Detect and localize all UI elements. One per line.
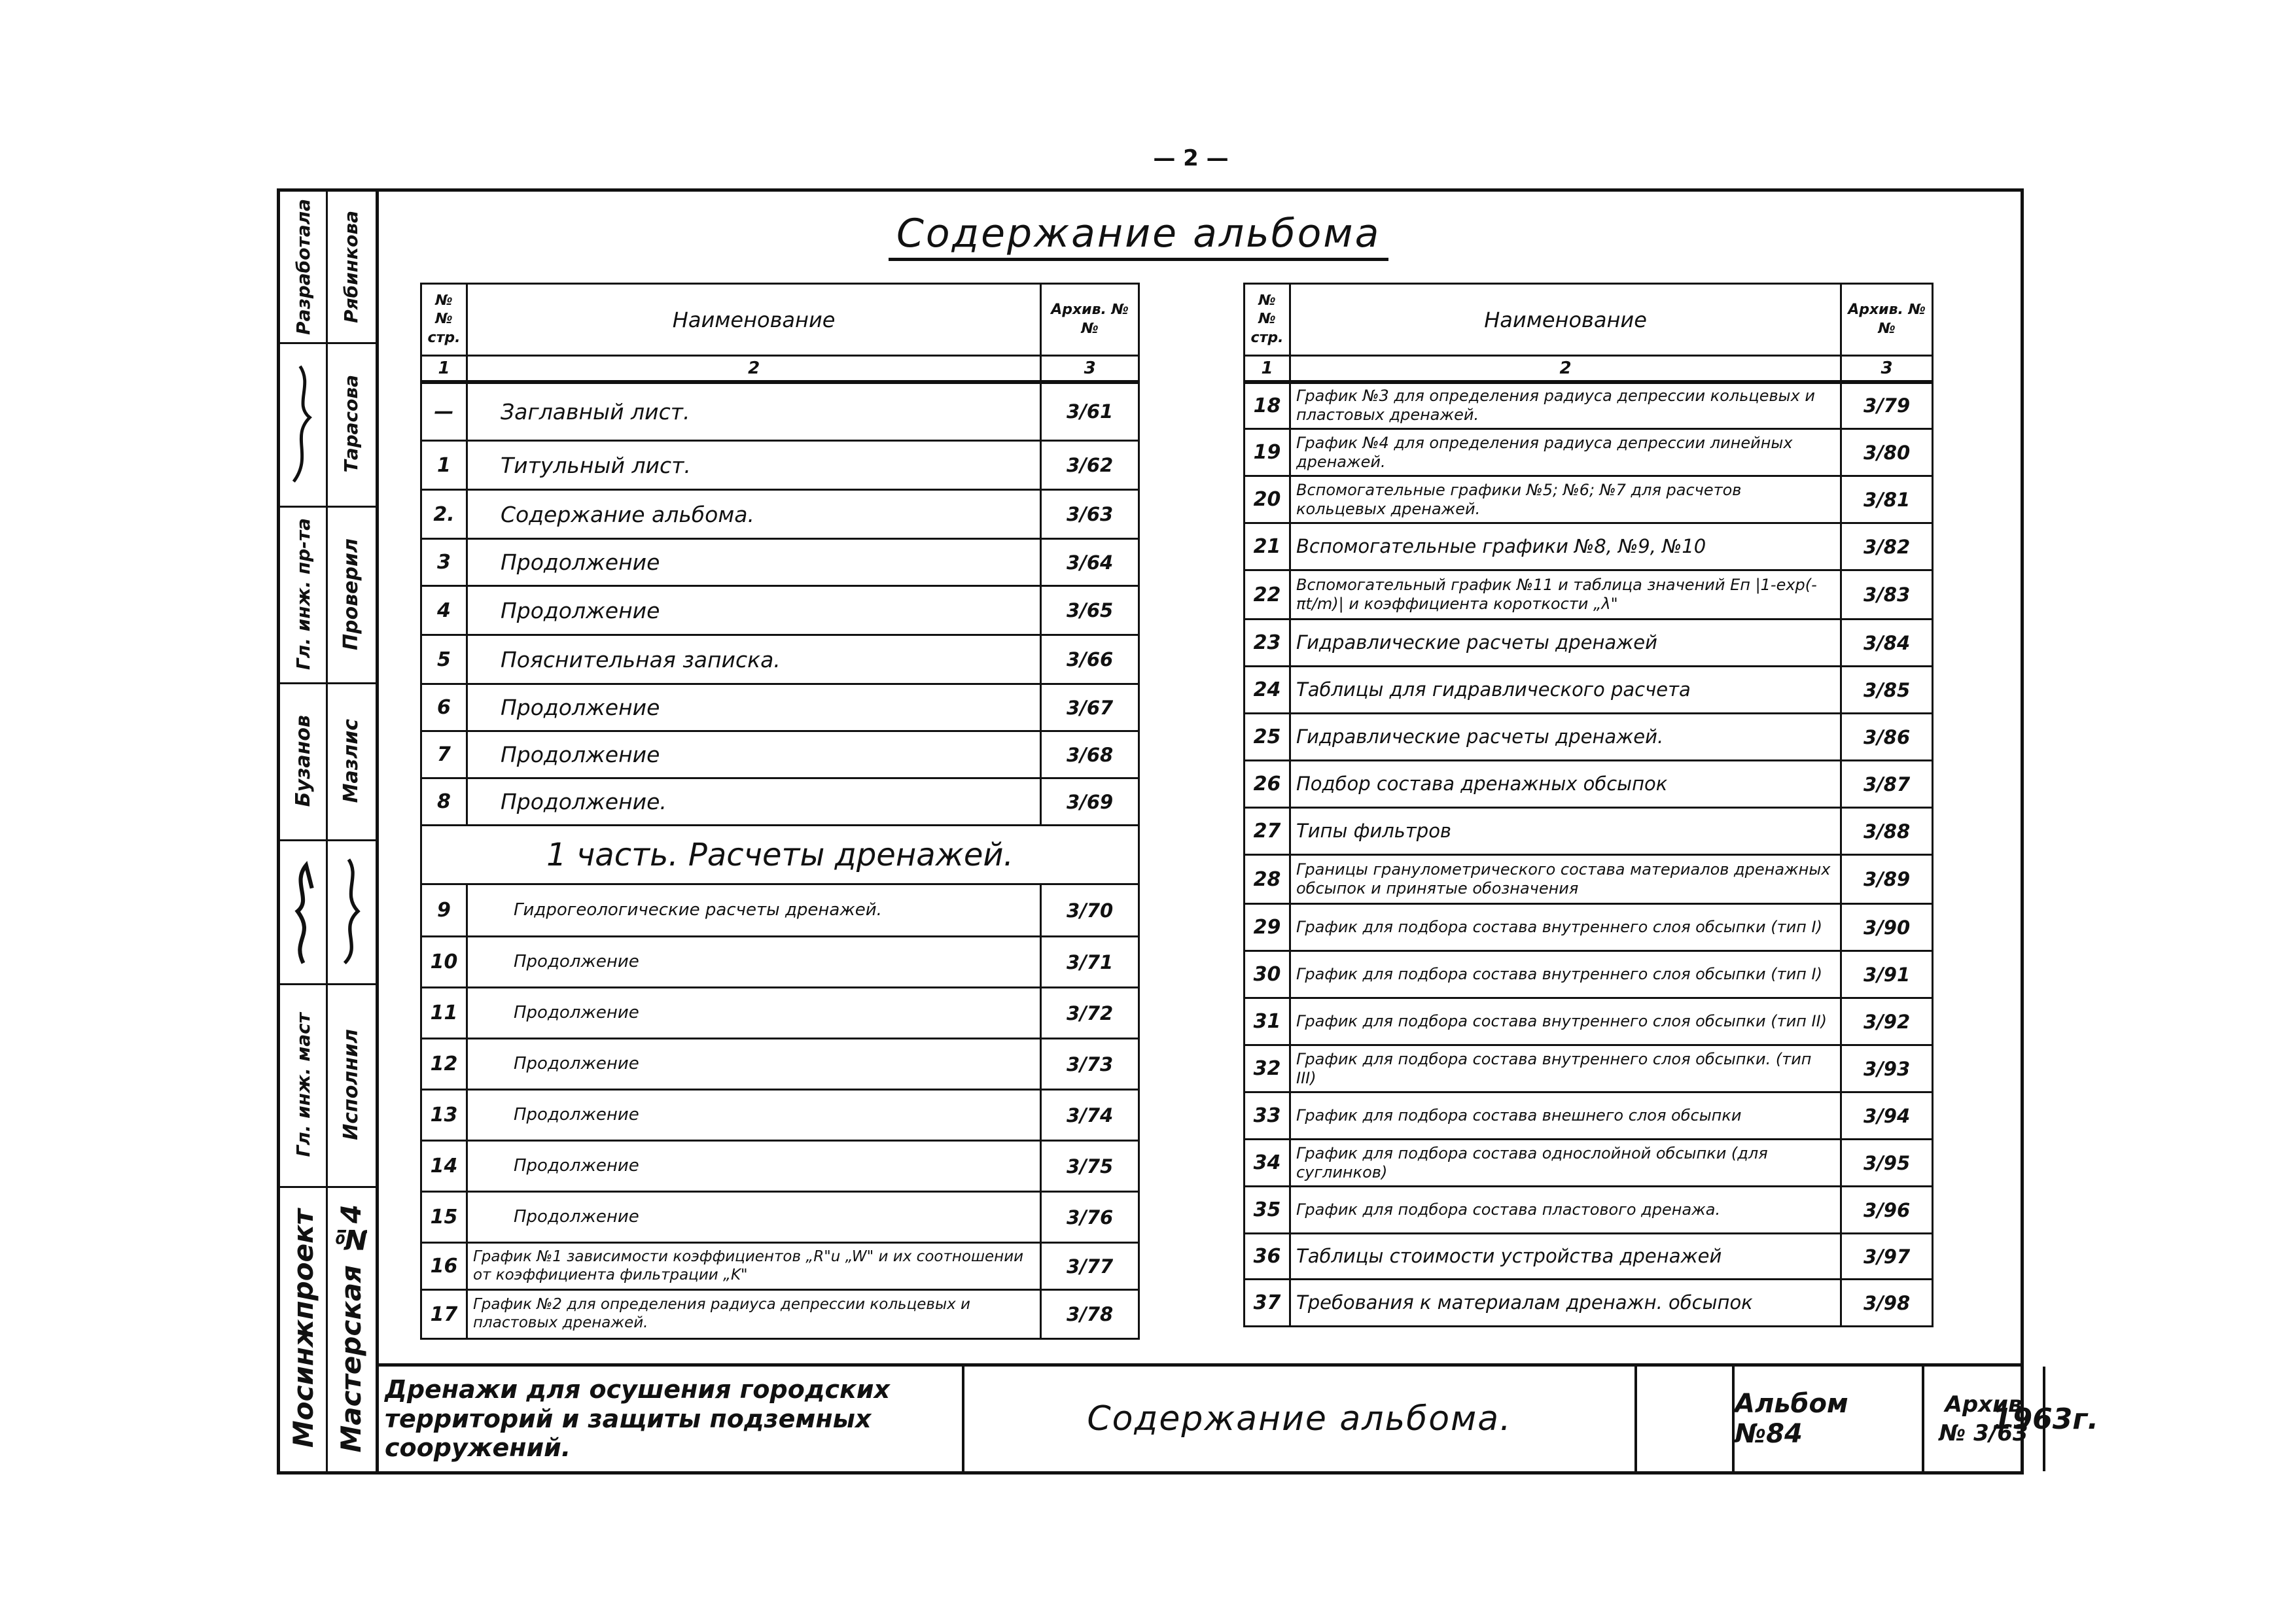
page-number-cell: 21 <box>1245 523 1290 570</box>
stamp-cell <box>280 1186 326 1471</box>
table-row <box>1245 1280 1933 1327</box>
archive-number-cell: 3/63 <box>1041 490 1139 539</box>
page-number-cell: 17 <box>421 1290 467 1339</box>
table-row <box>1245 855 1933 904</box>
item-name-cell: Продолжение <box>467 937 1040 988</box>
stamp-cell <box>326 839 376 985</box>
archive-number-cell: 3/67 <box>1041 684 1139 731</box>
item-name-cell: Требования к материалам дренажн. обсыпок <box>1290 1280 1841 1327</box>
item-name-cell: Продолжение <box>467 1141 1040 1192</box>
item-name-cell: График для подбора состава внутреннего слоя обсыпки. (тип III) <box>1290 1045 1841 1092</box>
page-number-cell: 24 <box>1245 667 1290 714</box>
item-name-cell: График для подбора состава однослойной обсыпки (для суглинков) <box>1290 1140 1841 1187</box>
contents-table-right <box>1243 283 1934 1327</box>
organization: Мосинжпроект <box>287 1209 319 1448</box>
item-name-cell: Заглавный лист. <box>467 382 1040 441</box>
item-name-cell: Продолжение <box>467 988 1040 1039</box>
item-name-cell: График №4 для определения радиуса депрессии линейных дренажей. <box>1290 429 1841 476</box>
stamp-cell <box>326 506 376 684</box>
column-index: 3 <box>1041 356 1139 382</box>
stamp-name: Мазлис <box>339 718 362 803</box>
stamp-role: Гл. инж. маст <box>292 1012 314 1157</box>
table-row <box>1245 714 1933 761</box>
archive-number-cell: 3/84 <box>1841 620 1933 667</box>
item-name-cell: График №3 для определения радиуса депрессии кольцевых и пластовых дренажей. <box>1290 382 1841 429</box>
page-number-cell: 18 <box>1245 382 1290 429</box>
item-name-cell: Вспомогательные графики №5; №6; №7 для расчетов кольцевых дренажей. <box>1290 476 1841 523</box>
stamp-cell <box>326 983 376 1188</box>
stamp-name: Проверил <box>339 538 362 650</box>
page-number-cell: 11 <box>421 988 467 1039</box>
archive-number-cell: 3/65 <box>1041 586 1139 635</box>
page-number-cell: — <box>421 382 467 441</box>
page-number-cell: 12 <box>421 1039 467 1090</box>
page-number-cell: 7 <box>421 731 467 778</box>
item-name-cell: Типы фильтров <box>1290 808 1841 855</box>
archive-number-cell: 3/88 <box>1841 808 1933 855</box>
archive-number-cell: 3/61 <box>1041 382 1139 441</box>
item-name-cell: Продолжение <box>467 1039 1040 1090</box>
item-name-cell: График для подбора состава внутреннего слоя обсыпки (тип I) <box>1290 904 1841 951</box>
page-number-cell: 2. <box>421 490 467 539</box>
archive-number-cell: 3/70 <box>1041 884 1139 937</box>
table-row <box>1245 1187 1933 1234</box>
item-name-cell: Таблицы стоимости устройства дренажей <box>1290 1234 1841 1280</box>
page-number-cell: 23 <box>1245 620 1290 667</box>
header-archive: Архив. №№ <box>1041 284 1139 356</box>
table-row <box>1245 1234 1933 1280</box>
item-name-cell: Продолжение <box>467 539 1040 586</box>
stamp-role: Бузанов <box>291 714 315 807</box>
page-number-cell: 25 <box>1245 714 1290 761</box>
header-name: Наименование <box>467 284 1040 356</box>
table-row <box>421 635 1139 684</box>
stamp-role: Разработала <box>292 199 314 335</box>
page-number-cell: 30 <box>1245 951 1290 998</box>
table-row <box>1245 904 1933 951</box>
stamp-cell <box>280 682 326 841</box>
page-number-cell: 26 <box>1245 761 1290 808</box>
item-name-cell: Гидравлические расчеты дренажей. <box>1290 714 1841 761</box>
page-number-cell: 5 <box>421 635 467 684</box>
item-name-cell: Продолжение <box>467 684 1040 731</box>
stamp-cell <box>326 1186 376 1471</box>
stamp-name: Тарасова <box>340 375 362 473</box>
stamp-column-roles <box>280 192 328 1471</box>
archive-number-cell: 3/78 <box>1041 1290 1139 1339</box>
page-number-cell: 31 <box>1245 998 1290 1045</box>
archive-number-cell: 3/98 <box>1841 1280 1933 1327</box>
page-number-cell: 14 <box>421 1141 467 1192</box>
item-name-cell: Содержание альбома. <box>467 490 1040 539</box>
table-row <box>1245 382 1933 429</box>
table-row <box>421 490 1139 539</box>
table-row <box>421 937 1139 988</box>
page-number-cell: 16 <box>421 1243 467 1290</box>
header-archive: Архив. №№ <box>1841 284 1933 356</box>
archive-number-cell: 3/85 <box>1841 667 1933 714</box>
archive-number-cell: 3/77 <box>1041 1243 1139 1290</box>
stamp-role: Гл. инж. пр-та <box>292 517 314 671</box>
table-row <box>421 1090 1139 1141</box>
signature-mark <box>287 358 319 489</box>
archive-number-cell: 3/71 <box>1041 937 1139 988</box>
archive-number-cell: 3/79 <box>1841 382 1933 429</box>
archive-number-cell: 3/93 <box>1841 1045 1933 1092</box>
page-number-cell: 15 <box>421 1192 467 1243</box>
table-row <box>1245 951 1933 998</box>
table-row <box>421 1290 1139 1339</box>
header-name: Наименование <box>1290 284 1841 356</box>
table-row <box>421 1243 1139 1290</box>
section-title: 1 часть. Расчеты дренажей. <box>421 826 1139 884</box>
album-number: Альбом №84 <box>1735 1367 1924 1471</box>
table-row <box>1245 1140 1933 1187</box>
header-page-number: №№ стр. <box>421 284 467 356</box>
archive-number-cell: 3/83 <box>1841 570 1933 620</box>
table-row <box>421 1141 1139 1192</box>
table-header-row <box>421 284 1139 356</box>
archive-number-cell: 3/97 <box>1841 1234 1933 1280</box>
stamp-cell <box>280 342 326 508</box>
archive-label: Архив <box>1945 1391 2022 1418</box>
column-index-row <box>421 356 1139 382</box>
archive-number-cell: 3/73 <box>1041 1039 1139 1090</box>
page-number-cell: 4 <box>421 586 467 635</box>
archive-number-cell: 3/95 <box>1841 1140 1933 1187</box>
archive-number-cell: 3/74 <box>1041 1090 1139 1141</box>
section-row <box>421 826 1139 884</box>
archive-number-cell: 3/64 <box>1041 539 1139 586</box>
item-name-cell: График №2 для определения радиуса депрессии кольцевых и пластовых дренажей. <box>467 1290 1040 1339</box>
table-row <box>1245 998 1933 1045</box>
table-row <box>1245 570 1933 620</box>
page-number-cell: 1 <box>421 441 467 490</box>
contents-table-left <box>420 283 1140 1340</box>
title-block: Дренажи для осушения городских территорий и защиты подземных сооружений. Содержание альбома. Альбом №84 Архив № 3/63 1963г. <box>376 1363 2021 1471</box>
item-name-cell: Пояснительная записка. <box>467 635 1040 684</box>
archive-number-cell: 3/66 <box>1041 635 1139 684</box>
signature-mark <box>333 854 368 969</box>
table-row <box>1245 761 1933 808</box>
item-name-cell: Таблицы для гидравлического расчета <box>1290 667 1841 714</box>
archive-number-cell: 3/82 <box>1841 523 1933 570</box>
column-index: 1 <box>421 356 467 382</box>
page-number-cell: 29 <box>1245 904 1290 951</box>
table-row <box>421 586 1139 635</box>
item-name-cell: Продолжение <box>467 586 1040 635</box>
archive-number-cell: 3/91 <box>1841 951 1933 998</box>
page-number-cell: 34 <box>1245 1140 1290 1187</box>
page-number-cell: 27 <box>1245 808 1290 855</box>
archive-number-cell: 3/92 <box>1841 998 1933 1045</box>
header-page-number: №№ стр. <box>1245 284 1290 356</box>
column-index: 2 <box>1290 356 1841 382</box>
item-name-cell: Продолжение <box>467 1192 1040 1243</box>
page-number: — 2 — <box>1153 145 1229 171</box>
item-name-cell: Гидравлические расчеты дренажей <box>1290 620 1841 667</box>
table-row <box>1245 429 1933 476</box>
stamp-cell <box>280 506 326 684</box>
archive-number-cell: 3/75 <box>1041 1141 1139 1192</box>
table-row <box>421 382 1139 441</box>
stamp-name: Рябинкова <box>340 211 362 323</box>
page-number-cell: 10 <box>421 937 467 988</box>
page-number-cell: 8 <box>421 778 467 826</box>
sheet-name: Содержание альбома. <box>964 1367 1637 1471</box>
table-row <box>1245 523 1933 570</box>
archive-number-cell: 3/62 <box>1041 441 1139 490</box>
item-name-cell: Вспомогательный график №11 и таблица значений Еп |1-exp(-πt/m)| и коэффициента короткости „λ" <box>1290 570 1841 620</box>
table-row <box>421 731 1139 778</box>
page-number-cell: 22 <box>1245 570 1290 620</box>
table-row <box>421 884 1139 937</box>
page-number-cell: 3 <box>421 539 467 586</box>
archive-number-cell: 3/94 <box>1841 1092 1933 1140</box>
table-header-row <box>1245 284 1933 356</box>
stamp-name: Исполнил <box>339 1029 362 1140</box>
title-block-empty-cell <box>1637 1367 1735 1471</box>
table-row <box>421 988 1139 1039</box>
item-name-cell: Титульный лист. <box>467 441 1040 490</box>
archive-number-cell: 3/72 <box>1041 988 1139 1039</box>
stamp-cell <box>326 682 376 841</box>
page-title: Содержание альбома <box>889 211 1388 261</box>
table-row <box>1245 667 1933 714</box>
project-description: Дренажи для осушения городских территорий и защиты подземных сооружений. <box>376 1367 964 1471</box>
page-number-cell: 35 <box>1245 1187 1290 1234</box>
stamp-cell <box>326 342 376 508</box>
column-index-row <box>1245 356 1933 382</box>
item-name-cell: Гидрогеологические расчеты дренажей. <box>467 884 1040 937</box>
item-name-cell: График для подбора состава внешнего слоя обсыпки <box>1290 1092 1841 1140</box>
table-row <box>421 778 1139 826</box>
table-row <box>1245 808 1933 855</box>
table-row <box>1245 1092 1933 1140</box>
item-name-cell: Границы гранулометрического состава материалов дренажных обсыпок и принятые обозначения <box>1290 855 1841 904</box>
page-number-cell: 13 <box>421 1090 467 1141</box>
page-number-cell: 28 <box>1245 855 1290 904</box>
table-row <box>421 1192 1139 1243</box>
table-row <box>421 441 1139 490</box>
item-name-cell: Продолжение <box>467 1090 1040 1141</box>
page-number-cell: 33 <box>1245 1092 1290 1140</box>
table-row <box>1245 476 1933 523</box>
page-number-cell: 6 <box>421 684 467 731</box>
archive-number: № 3/63 <box>1939 1420 2028 1446</box>
archive-number-cell: 3/86 <box>1841 714 1933 761</box>
archive-number-cell: 3/89 <box>1841 855 1933 904</box>
page-number-cell: 19 <box>1245 429 1290 476</box>
stamp-cell <box>326 192 376 344</box>
archive-number-cell: 3/96 <box>1841 1187 1933 1234</box>
signature-mark <box>287 854 319 969</box>
item-name-cell: График для подбора состава пластового дренажа. <box>1290 1187 1841 1234</box>
page-number-cell: 36 <box>1245 1234 1290 1280</box>
page-number-cell: 20 <box>1245 476 1290 523</box>
table-row <box>421 1039 1139 1090</box>
table-row <box>1245 1045 1933 1092</box>
item-name-cell: Вспомогательные графики №8, №9, №10 <box>1290 523 1841 570</box>
item-name-cell: График для подбора состава внутреннего слоя обсыпки (тип II) <box>1290 998 1841 1045</box>
item-name-cell: Продолжение <box>467 731 1040 778</box>
table-row <box>1245 620 1933 667</box>
archive-number-cell: 3/68 <box>1041 731 1139 778</box>
archive-number-cell: 3/87 <box>1841 761 1933 808</box>
item-name-cell: Подбор состава дренажных обсыпок <box>1290 761 1841 808</box>
archive-number-cell: 3/81 <box>1841 476 1933 523</box>
page-number-cell: 32 <box>1245 1045 1290 1092</box>
workshop: Мастерская №4 <box>334 1204 367 1453</box>
table-row <box>421 684 1139 731</box>
stamp-cell <box>280 839 326 985</box>
item-name-cell: График №1 зависимости коэффициентов „R"u „W" и их соотношении от коэффициента фильтрации „K" <box>467 1243 1040 1290</box>
column-index: 3 <box>1841 356 1933 382</box>
stamp-column-names <box>326 192 379 1471</box>
item-name-cell: График для подбора состава внутреннего слоя обсыпки (тип I) <box>1290 951 1841 998</box>
item-name-cell: Продолжение. <box>467 778 1040 826</box>
archive-number-cell: 3/80 <box>1841 429 1933 476</box>
column-index: 2 <box>467 356 1040 382</box>
page-number-cell: 37 <box>1245 1280 1290 1327</box>
column-index: 1 <box>1245 356 1290 382</box>
archive-number-cell: 3/90 <box>1841 904 1933 951</box>
table-row <box>421 539 1139 586</box>
stamp-cell <box>280 983 326 1188</box>
stamp-cell <box>280 192 326 344</box>
page-number-cell: 9 <box>421 884 467 937</box>
archive-number-cell: 3/69 <box>1041 778 1139 826</box>
archive-number-cell: 3/76 <box>1041 1192 1139 1243</box>
